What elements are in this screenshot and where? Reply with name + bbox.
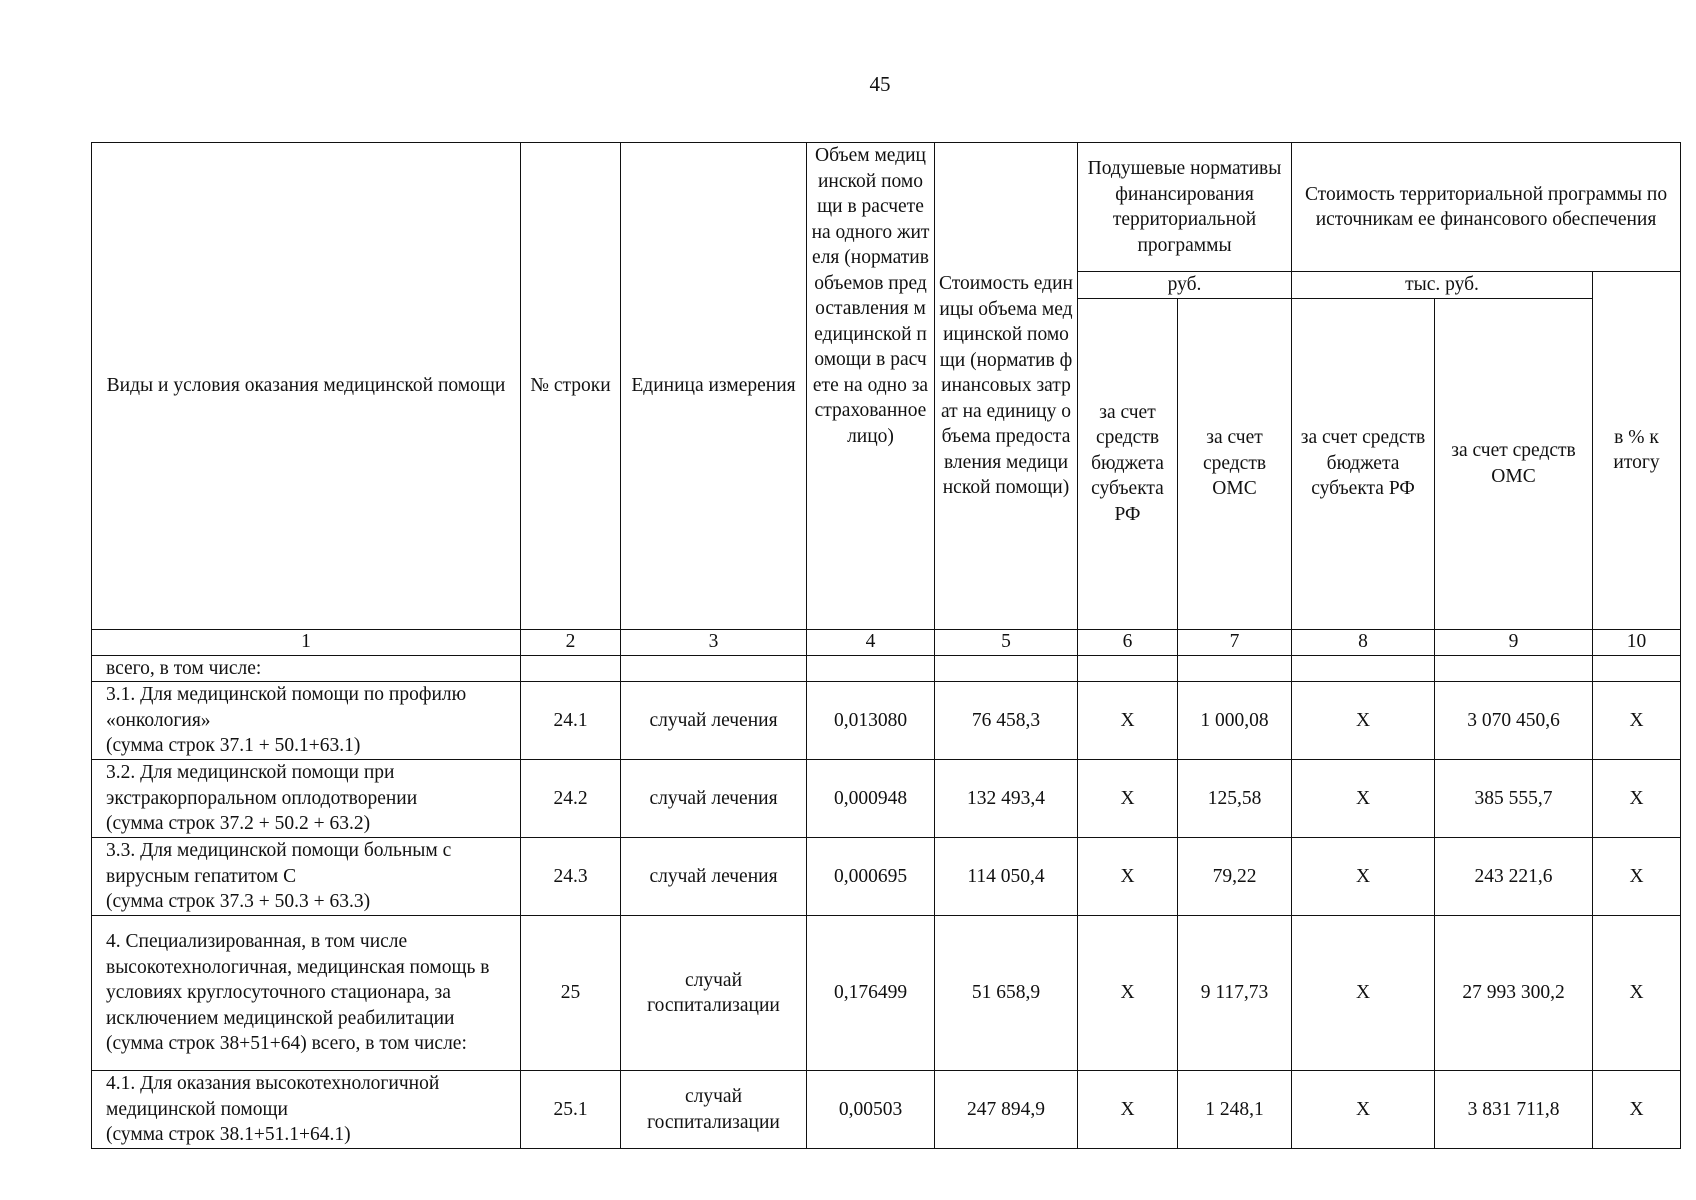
row-oms-cost: 385 555,7 [1435, 760, 1593, 838]
header-percent: в % к итогу [1593, 272, 1681, 630]
row-unit: случай госпитализации [621, 916, 807, 1071]
row-oms-norm: 1 000,08 [1178, 682, 1292, 760]
column-number: 3 [621, 629, 807, 655]
table-row [92, 838, 1681, 916]
row-oms-cost [1435, 655, 1593, 682]
column-number: 5 [935, 629, 1078, 655]
row-oms-cost: 243 221,6 [1435, 838, 1593, 916]
header-unit-thous-rub: тыс. руб. [1292, 272, 1593, 299]
row-budget-cost: X [1292, 916, 1435, 1071]
row-unit: случай лечения [621, 760, 807, 838]
row-oms-norm: 125,58 [1178, 760, 1292, 838]
row-oms-norm: 79,22 [1178, 838, 1292, 916]
header-per-capita-group: Подушевые нормативы финансирования территориальной программы [1078, 143, 1292, 272]
row-budget-cost [1292, 655, 1435, 682]
row-oms-cost: 27 993 300,2 [1435, 916, 1593, 1071]
row-line-number: 24.1 [521, 682, 621, 760]
column-number: 6 [1078, 629, 1178, 655]
header-unit-rub: руб. [1078, 272, 1292, 299]
column-number: 10 [1593, 629, 1681, 655]
row-unit-cost [935, 655, 1078, 682]
row-percent: X [1593, 838, 1681, 916]
row-budget-cost: X [1292, 682, 1435, 760]
header-volume: Объем медицинской помощи в расчете на одного жителя (норматив объемов предоставления медицинской помощи в расчете на одно застрахованное лицо) [807, 143, 935, 630]
row-budget-cost: X [1292, 760, 1435, 838]
row-budget-norm: X [1078, 1071, 1178, 1149]
row-volume: 0,000695 [807, 838, 935, 916]
row-line-number [521, 655, 621, 682]
row-unit: случай лечения [621, 682, 807, 760]
row-budget-cost: X [1292, 838, 1435, 916]
column-number: 4 [807, 629, 935, 655]
row-name: 3.1. Для медицинской помощи по профилю «онкология» (сумма строк 37.1 + 50.1+63.1) [92, 682, 521, 760]
row-line-number: 25.1 [521, 1071, 621, 1149]
row-oms-norm [1178, 655, 1292, 682]
column-number: 9 [1435, 629, 1593, 655]
row-name: 4. Специализированная, в том числе высокотехнологичная, медицинская помощь в условиях круглосуточного стационара, за исключением медицинской реабилитации (сумма строк 38+51+64) всего, в том числе: [92, 916, 521, 1071]
row-budget-norm: X [1078, 838, 1178, 916]
row-volume: 0,013080 [807, 682, 935, 760]
header-budget-cost: за счет средств бюджета субъекта РФ [1292, 298, 1435, 629]
row-unit-cost: 247 894,9 [935, 1071, 1078, 1149]
header-oms-norm: за счет средств ОМС [1178, 298, 1292, 629]
row-percent [1593, 655, 1681, 682]
header-unit: Единица измерения [621, 143, 807, 630]
row-unit: случай лечения [621, 838, 807, 916]
column-number: 2 [521, 629, 621, 655]
row-oms-norm: 9 117,73 [1178, 916, 1292, 1071]
row-volume: 0,176499 [807, 916, 935, 1071]
row-name: 3.2. Для медицинской помощи при экстракорпоральном оплодотворении (сумма строк 37.2 + 50.2 + 63.2) [92, 760, 521, 838]
header-budget-norm: за счет средств бюджета субъекта РФ [1078, 298, 1178, 629]
page-number: 45 [869, 72, 891, 96]
row-volume [807, 655, 935, 682]
row-name: 4.1. Для оказания высокотехнологичной медицинской помощи (сумма строк 38.1+51.1+64.1) [92, 1071, 521, 1149]
row-percent: X [1593, 760, 1681, 838]
header-cost-group: Стоимость территориальной программы по источникам ее финансового обеспечения [1292, 143, 1681, 272]
row-percent: X [1593, 916, 1681, 1071]
row-budget-norm: X [1078, 916, 1178, 1071]
row-unit-cost: 76 458,3 [935, 682, 1078, 760]
row-line-number: 25 [521, 916, 621, 1071]
table-row [92, 682, 1681, 760]
column-number: 8 [1292, 629, 1435, 655]
row-volume: 0,000948 [807, 760, 935, 838]
row-oms-norm: 1 248,1 [1178, 1071, 1292, 1149]
row-budget-norm: X [1078, 760, 1178, 838]
row-unit-cost: 132 493,4 [935, 760, 1078, 838]
header-line-number: № строки [521, 143, 621, 630]
row-name: 3.3. Для медицинской помощи больным с вирусным гепатитом С (сумма строк 37.3 + 50.3 + 63.3) [92, 838, 521, 916]
row-line-number: 24.2 [521, 760, 621, 838]
table-row [92, 655, 1681, 682]
row-unit [621, 655, 807, 682]
row-oms-cost: 3 831 711,8 [1435, 1071, 1593, 1149]
row-percent: X [1593, 1071, 1681, 1149]
table-row [92, 1071, 1681, 1149]
row-name: всего, в том числе: [92, 655, 521, 682]
row-percent: X [1593, 682, 1681, 760]
row-budget-norm: X [1078, 682, 1178, 760]
row-budget-norm [1078, 655, 1178, 682]
table-row [92, 916, 1681, 1071]
column-number: 7 [1178, 629, 1292, 655]
header-oms-cost: за счет средств ОМС [1435, 298, 1593, 629]
column-number-row [92, 629, 1681, 655]
row-line-number: 24.3 [521, 838, 621, 916]
header-unit-cost: Стоимость единицы объема медицинской помощи (норматив финансовых затрат на единицу объема предоставления медицинской помощи) [935, 143, 1078, 630]
program-cost-table [91, 142, 1681, 1149]
row-volume: 0,00503 [807, 1071, 935, 1149]
header-service-type: Виды и условия оказания медицинской помощи [92, 143, 521, 630]
row-unit-cost: 114 050,4 [935, 838, 1078, 916]
row-oms-cost: 3 070 450,6 [1435, 682, 1593, 760]
column-number: 1 [92, 629, 521, 655]
row-unit-cost: 51 658,9 [935, 916, 1078, 1071]
table-row [92, 760, 1681, 838]
row-unit: случай госпитализации [621, 1071, 807, 1149]
row-budget-cost: X [1292, 1071, 1435, 1149]
